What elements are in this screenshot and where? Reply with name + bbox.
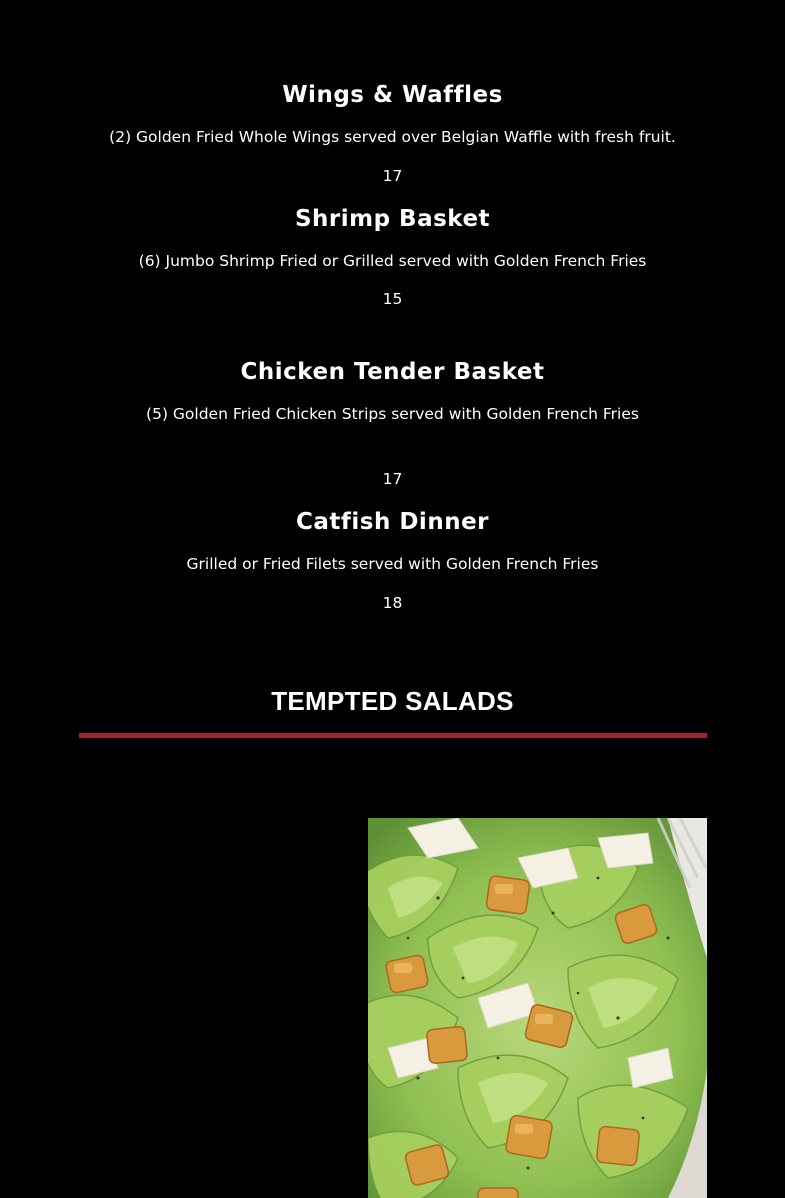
menu-item-title-wings-waffles: Wings & Waffles bbox=[282, 82, 503, 108]
menu-item-price-wings-waffles: 17 bbox=[382, 167, 403, 185]
menu-item-title-catfish-dinner: Catfish Dinner bbox=[295, 509, 490, 535]
menu-item-description-wings-waffles: (2) Golden Fried Whole Wings served over Belgian Waffle with fresh fruit. bbox=[109, 128, 676, 146]
caesar-salad-photo bbox=[368, 818, 707, 1198]
menu-item-description-chicken-tender-basket: (5) Golden Fried Chicken Strips served with Golden French Fries bbox=[146, 405, 639, 423]
menu-item-description-catfish-dinner: Grilled or Fried Filets served with Golden French Fries bbox=[186, 555, 599, 573]
menu-item-price-chicken-tender-basket: 17 bbox=[382, 470, 403, 488]
section-title-tempted-salads: TEMPTED SALADS bbox=[271, 686, 514, 716]
menu-item-price-shrimp-basket: 15 bbox=[382, 290, 403, 308]
menu-item-description-shrimp-basket: (6) Jumbo Shrimp Fried or Grilled served with Golden French Fries bbox=[138, 252, 647, 270]
section-divider bbox=[79, 733, 707, 738]
menu-item-title-shrimp-basket: Shrimp Basket bbox=[294, 206, 491, 232]
menu-item-price-catfish-dinner: 18 bbox=[382, 594, 403, 612]
menu-item-title-chicken-tender-basket: Chicken Tender Basket bbox=[240, 359, 545, 385]
